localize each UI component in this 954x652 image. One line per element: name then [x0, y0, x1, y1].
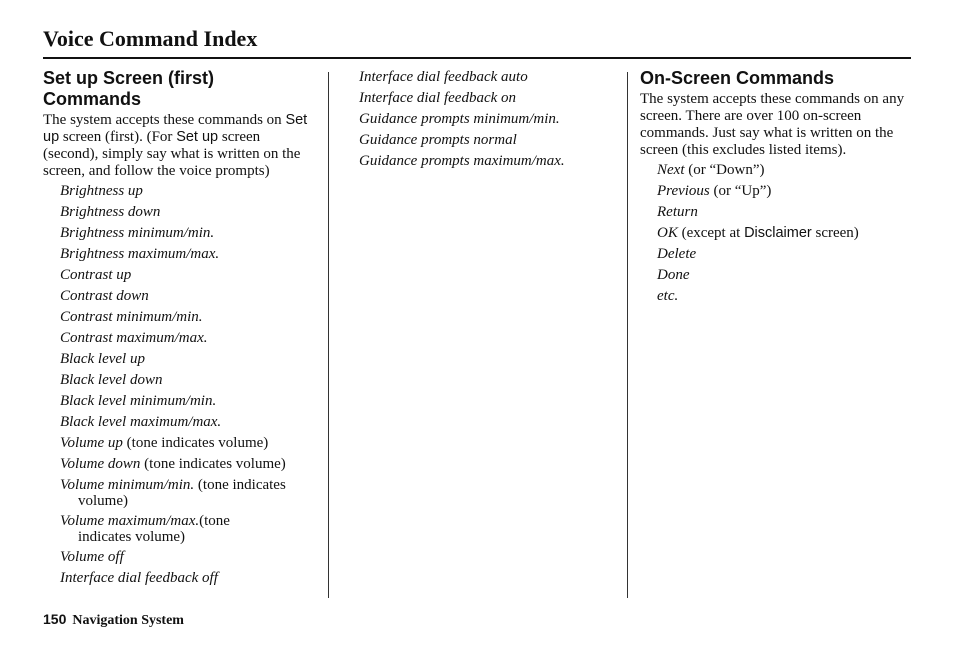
list-item: [43, 549, 319, 566]
column-divider: [627, 72, 628, 598]
list-item: [640, 183, 912, 200]
command-note: (tone indicates volume): [122, 435, 269, 451]
voice-command: Contrast down: [60, 288, 149, 304]
onscreen-commands-heading: On-Screen Commands: [640, 68, 835, 88]
page-number: 150: [43, 611, 67, 627]
list-item: [359, 90, 617, 107]
voice-command: Volume minimum/min.: [60, 477, 195, 493]
setup-heading-line2: Commands: [43, 89, 142, 109]
command-note-continued: volume): [78, 493, 128, 509]
voice-command: Interface dial feedback auto: [359, 69, 528, 85]
list-item: [43, 477, 319, 509]
column-onscreen-commands: [640, 68, 912, 309]
command-note: (tone: [199, 513, 230, 529]
voice-command: etc.: [657, 288, 679, 304]
list-item: [43, 246, 319, 263]
list-item: [43, 309, 319, 326]
onscreen-intro-paragraph: The system accepts these commands on any screen. There are over 100 on-screen commands. Just say what is written on the screen (this excludes listed items).: [640, 91, 905, 158]
list-item: [359, 111, 617, 128]
voice-command: OK: [657, 225, 678, 241]
list-item: [359, 132, 617, 149]
list-item: [640, 204, 912, 221]
page-footer: [43, 611, 184, 629]
voice-command: Black level up: [60, 351, 145, 367]
column-setup-commands-continued: [359, 69, 617, 174]
setup-intro-text: The system accepts these commands on: [43, 112, 286, 128]
voice-command: Guidance prompts minimum/min.: [359, 111, 560, 127]
voice-command: Interface dial feedback off: [60, 570, 218, 586]
voice-command: Volume down: [60, 456, 141, 472]
list-item: [43, 414, 319, 431]
voice-command: Black level down: [60, 372, 163, 388]
list-item: [359, 153, 617, 170]
list-item: [359, 69, 617, 86]
setup-commands-heading: [43, 68, 319, 110]
voice-command: Done: [657, 267, 690, 283]
voice-command: Brightness maximum/max.: [60, 246, 220, 262]
voice-command: Contrast maximum/max.: [60, 330, 208, 346]
list-item: [640, 267, 912, 284]
title-divider: [43, 57, 911, 59]
voice-command: Interface dial feedback on: [359, 90, 517, 106]
column-setup-commands: [43, 68, 319, 591]
voice-command: Contrast up: [60, 267, 132, 283]
setup-screen-name: Set up: [43, 112, 308, 145]
list-item: [43, 183, 319, 200]
command-note: (or “Down”): [684, 162, 765, 178]
setup-heading-line1: Set up Screen (first): [43, 68, 215, 88]
list-item: [43, 435, 319, 452]
voice-command: Brightness up: [60, 183, 143, 199]
list-item: [43, 351, 319, 368]
command-note-continued: indicates volume): [78, 529, 186, 545]
voice-command: Next: [657, 162, 685, 178]
command-note: (except at: [677, 225, 745, 241]
list-item: [43, 372, 319, 389]
list-item: [43, 570, 319, 587]
list-item: [43, 288, 319, 305]
setup-intro-paragraph: [43, 112, 319, 180]
list-item: [43, 204, 319, 221]
setup-command-list: [43, 183, 319, 587]
voice-command: Brightness down: [60, 204, 161, 220]
voice-command: Volume off: [60, 549, 124, 565]
voice-command: Brightness minimum/min.: [60, 225, 215, 241]
voice-command: Black level maximum/max.: [60, 414, 222, 430]
list-item: [640, 246, 912, 263]
list-item: [43, 225, 319, 242]
voice-command: Return: [657, 204, 698, 220]
setup-screen-name: Set up: [176, 129, 219, 145]
voice-command: Guidance prompts normal: [359, 132, 517, 148]
voice-command: Previous: [657, 183, 710, 199]
setup-intro-text: screen (first). (For: [59, 129, 177, 145]
voice-command: Contrast minimum/min.: [60, 309, 203, 325]
footer-section-title: Navigation System: [72, 613, 184, 628]
voice-command: Volume up: [60, 435, 123, 451]
list-item: [43, 393, 319, 410]
voice-command: Volume maximum/max.: [60, 513, 200, 529]
list-item: [43, 267, 319, 284]
list-item: [43, 330, 319, 347]
voice-command: Delete: [657, 246, 697, 262]
voice-command: Black level minimum/min.: [60, 393, 217, 409]
list-item: [640, 225, 912, 242]
list-item: [640, 162, 912, 179]
page-title: Voice Command Index: [43, 26, 258, 51]
column-divider: [328, 72, 329, 598]
onscreen-command-list: [640, 162, 912, 305]
list-item: [640, 288, 912, 305]
command-note: screen): [811, 225, 859, 241]
setup-command-list-continued: [359, 69, 617, 170]
command-note: (or “Up”): [709, 183, 772, 199]
screen-name: Disclaimer: [744, 225, 812, 241]
command-note: (tone indicates volume): [140, 456, 286, 472]
voice-command: Guidance prompts maximum/max.: [359, 153, 565, 169]
command-note: (tone indicates: [194, 477, 286, 493]
list-item: [43, 513, 319, 545]
list-item: [43, 456, 319, 473]
setup-intro-text: screen (second), simply say what is written on the screen, and follow the voice prompts): [43, 129, 301, 179]
